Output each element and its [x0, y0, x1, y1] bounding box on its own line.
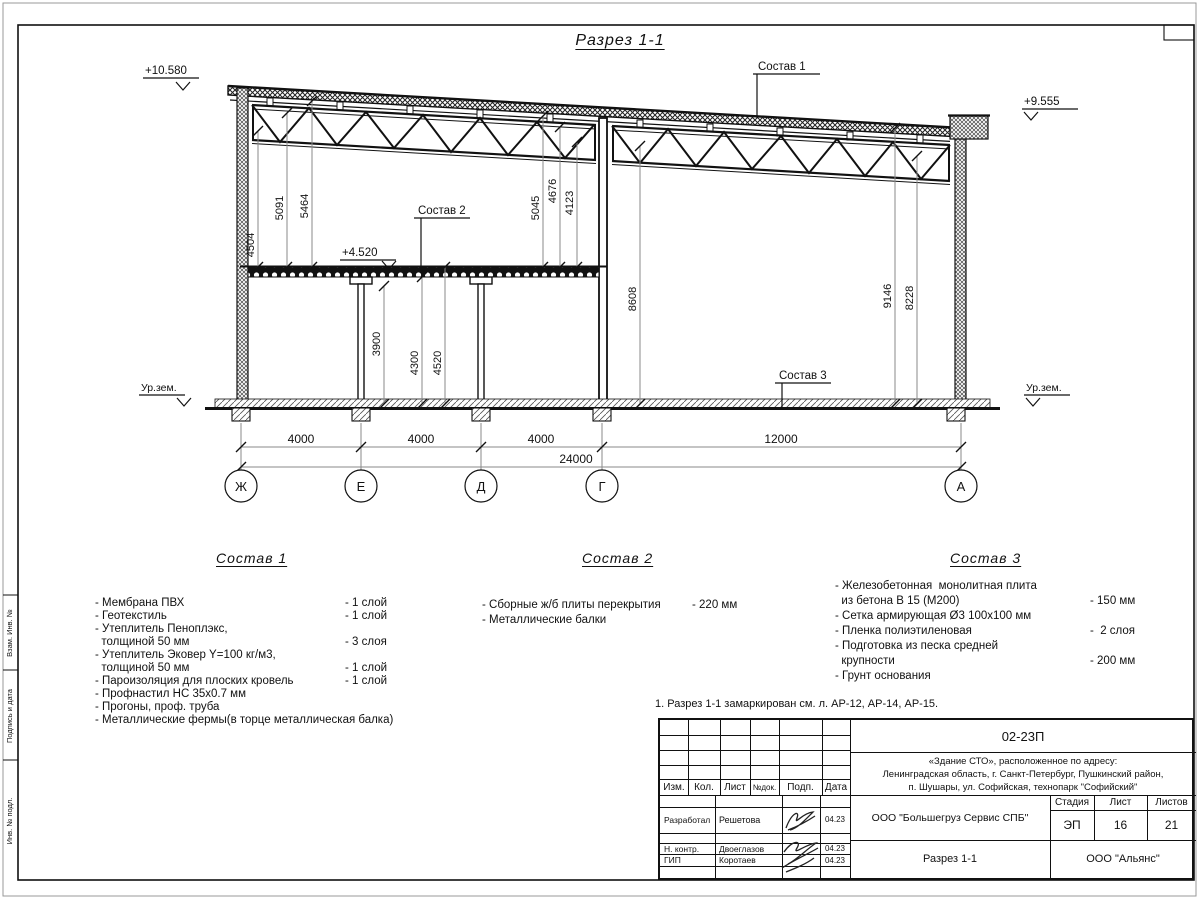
dim-8228: 8228	[904, 285, 916, 311]
dim-4300: 4300	[409, 350, 421, 376]
item-text: толщиной 50 мм	[95, 662, 190, 674]
tb-sheets-value: 21	[1164, 818, 1179, 832]
item-text: - Подготовка из песка средней	[835, 640, 999, 652]
tb-name-ncontrol: Двоеглазов	[719, 843, 765, 854]
tb-stage-label: Стадия	[1054, 797, 1090, 808]
item-text: - Железобетонная монолитная плита	[835, 580, 1037, 592]
item-text: - Утеплитель Эковер Y=100 кг/м3,	[95, 649, 276, 661]
list-item	[835, 639, 1175, 654]
tb-role-gip: ГИП	[664, 855, 681, 865]
tb-name-gip: Коротаев	[719, 855, 756, 865]
ground-level-left: Ур.зем.	[141, 382, 177, 394]
parapet-right	[950, 116, 988, 139]
list-item	[835, 624, 1175, 639]
tb-name-developer: Решетова	[719, 815, 761, 825]
item-text: - Профнастил НС 35х0.7 мм	[95, 688, 246, 700]
item-text: - Металлические балки	[482, 614, 607, 626]
list-item	[95, 714, 495, 727]
dim-9146: 9146	[882, 283, 894, 309]
list-item	[95, 688, 495, 701]
dim-span2: 4000	[407, 432, 435, 446]
tb-doc-title: Разрез 1-1	[922, 853, 977, 865]
frame-label-inv: Инв. № подл.	[5, 797, 14, 845]
list-item	[95, 597, 495, 610]
item-text: толщиной 50 мм	[95, 636, 190, 648]
dim-span4: 12000	[764, 432, 798, 446]
tb-project-address	[852, 753, 1194, 795]
tb-sheets-label: Листов	[1155, 797, 1188, 808]
tb-doc-code: 02-23П	[1001, 728, 1045, 744]
tb-date-gip: 04.23	[824, 855, 846, 865]
roof	[228, 86, 952, 143]
axis-a: А	[956, 479, 966, 494]
tb-company: ООО "Альянс"	[1086, 853, 1160, 865]
composition-1-list	[95, 597, 495, 727]
frame-code-box	[1164, 25, 1194, 40]
item-text: из бетона В 15 (М200)	[835, 595, 960, 607]
composition-3-list	[835, 579, 1175, 684]
ground-level-right: Ур.зем.	[1026, 382, 1062, 394]
frame-label-podpis: Подпись и дата	[5, 689, 14, 743]
item-value: - 2 слоя	[1090, 625, 1136, 637]
dim-3900: 3900	[371, 331, 383, 357]
title-block	[658, 718, 1194, 880]
ground	[205, 399, 1000, 421]
tb-col-list: Лист	[724, 782, 746, 793]
callout-sostav-2: Состав 2	[418, 205, 466, 217]
item-text: - Сетка армирующая Ø3 100х100 мм	[835, 610, 1032, 622]
item-value: - 1 слой	[345, 597, 388, 609]
wall-right	[955, 139, 966, 406]
horizontal-dimensions	[225, 423, 977, 502]
tb-col-izm: Изм.	[663, 782, 685, 793]
item-text: - Металлические фермы(в торце металлическая балка)	[95, 714, 394, 726]
list-item	[95, 623, 495, 636]
list-item	[95, 675, 495, 688]
axis-zh: Ж	[234, 479, 248, 494]
elevation-floor: +4.520	[342, 247, 378, 259]
list-item	[835, 594, 1175, 609]
list-item	[95, 649, 495, 662]
item-value: - 1 слой	[345, 675, 388, 687]
tb-sheet-label: Лист	[1109, 797, 1132, 808]
list-item	[95, 701, 495, 714]
tb-stage-value: ЭП	[1063, 818, 1081, 832]
item-text: - Утеплитель Пеноплэкс,	[95, 623, 228, 635]
dim-4123: 4123	[564, 190, 576, 216]
axis-e: Е	[356, 479, 366, 494]
list-item	[835, 609, 1175, 624]
composition-2-list	[482, 598, 782, 628]
dim-4676: 4676	[547, 178, 559, 204]
dim-5464: 5464	[299, 193, 311, 219]
tb-col-ndok: №док.	[752, 783, 777, 792]
elevation-roof-right: +9.555	[1024, 96, 1060, 108]
tb-sheet-value: 16	[1113, 818, 1128, 832]
frame-label-vzam: Взам. Инв. №	[5, 609, 14, 657]
item-text: - Пленка полиэтиленовая	[835, 625, 972, 637]
tb-col-podp: Подп.	[787, 782, 814, 793]
tb-role-ncontrol: Н. контр.	[664, 843, 700, 854]
list-item	[482, 613, 782, 628]
list-item	[835, 654, 1175, 669]
composition-1-title: Состав 1	[216, 550, 288, 566]
drawing-title: Разрез 1-1	[575, 32, 665, 49]
item-value: - 220 мм	[692, 599, 738, 611]
composition-3-title: Состав 3	[950, 550, 1022, 566]
item-value: - 1 слой	[345, 610, 388, 622]
item-value: - 150 мм	[1090, 595, 1136, 607]
item-text: - Геотекстиль	[95, 610, 167, 622]
list-item	[95, 662, 495, 675]
signature-approvals	[778, 838, 822, 876]
dim-4504: 4504	[245, 232, 257, 258]
dim-5091: 5091	[274, 195, 286, 221]
dim-span1: 4000	[287, 432, 315, 446]
list-item	[835, 669, 1175, 684]
item-text: - Мембрана ПВХ	[95, 597, 185, 609]
item-text: - Прогоны, проф. труба	[95, 701, 220, 713]
signature-developer	[782, 808, 820, 833]
wall-middle	[599, 118, 607, 406]
dim-total: 24000	[559, 452, 593, 466]
truss-right	[612, 126, 950, 185]
tb-date-developer: 04.23	[824, 815, 846, 824]
tb-col-kol: Кол.	[694, 782, 714, 793]
list-item	[95, 610, 495, 623]
item-value: - 200 мм	[1090, 655, 1136, 667]
dim-5045: 5045	[530, 195, 542, 221]
item-value: - 3 слоя	[345, 636, 387, 648]
list-item	[482, 598, 782, 613]
tb-date-ncontrol: 04.23	[824, 844, 846, 853]
building-section	[205, 86, 1000, 421]
axis-g: Г	[598, 479, 606, 494]
axis-bubbles	[225, 470, 977, 502]
item-text: - Грунт основания	[835, 670, 931, 682]
list-item	[95, 636, 495, 649]
dim-8608: 8608	[627, 286, 639, 312]
composition-2-title: Состав 2	[582, 550, 654, 566]
elevation-roof-left: +10.580	[145, 65, 187, 77]
project-line: Ленинградская область, г. Санкт-Петербург, Пушкинский район,	[882, 768, 1164, 780]
project-line: «Здание СТО», расположенное по адресу:	[928, 755, 1118, 767]
item-text: - Сборные ж/б плиты перекрытия	[482, 599, 661, 611]
item-text: крупности	[835, 655, 895, 667]
callout-sostav-3: Состав 3	[779, 370, 827, 382]
dim-span3: 4000	[527, 432, 555, 446]
tb-role-developer: Разработал	[664, 815, 711, 825]
item-value: - 1 слой	[345, 662, 388, 674]
tb-contractor-org: ООО "Большегруз Сервис СПБ"	[871, 811, 1029, 824]
callout-sostav-1: Состав 1	[758, 61, 806, 73]
dim-4520: 4520	[432, 350, 444, 376]
project-line: п. Шушары, ул. Софийская, технопарк "Софийский"	[908, 781, 1138, 793]
list-item	[835, 579, 1175, 594]
tb-col-data: Дата	[824, 782, 848, 793]
item-text: - Пароизоляция для плоских кровель	[95, 675, 294, 687]
drawing-note: 1. Разрез 1-1 замаркирован см. л. АР-12, АР-14, АР-15.	[655, 698, 939, 710]
axis-d: Д	[476, 479, 486, 494]
